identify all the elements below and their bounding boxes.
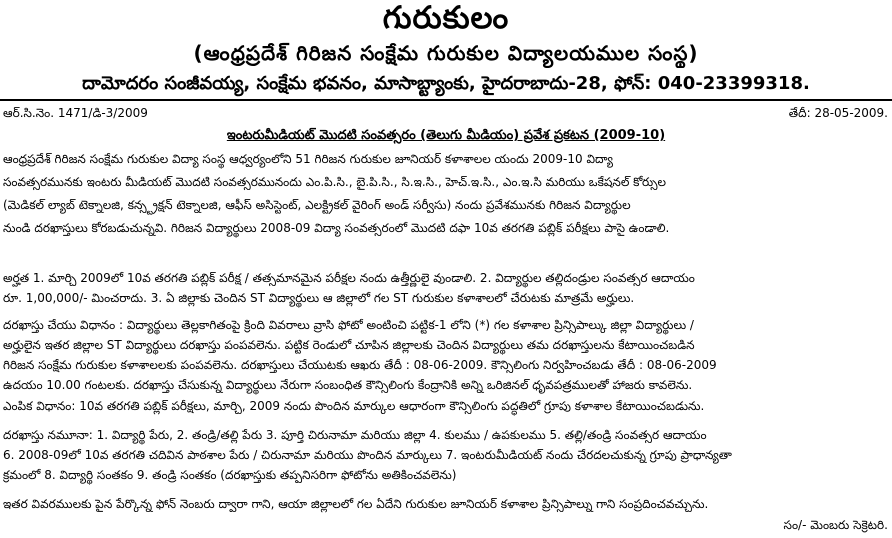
format-line: 6. 2008-09లో 10వ తరగతి చదివిన పాఠశాల పేరు / చిరునామా మరియు పొందిన మార్కులు 7. ఇంటరుమీడియట్ నందు చేరదలచుకున్న గ్రూపు ప్రాధాన్యతా [3, 448, 732, 462]
eligibility-paragraph [3, 268, 889, 308]
notice-date: తేదీ: 28-05-2009. [788, 106, 888, 120]
format-line: దరఖాస్తు నమూనా: 1. విద్యార్థి పేరు, 2. తండ్రి/తల్లి పేరు 3. పూర్తి చిరునామా మరియు జిల్లా 4. కులము / ఉపకులము 5. తల్లి/తండ్రి సంవత్సర ఆదాయం [3, 428, 707, 442]
notice-heading [0, 126, 892, 146]
intro-line: (మెడికల్ ల్యాబ్ టెక్నాలజి, కన్స్ట్రక్షన్ టెక్నాలజి, ఆఫీస్ అసిస్టెంట్, ఎలక్ట్రికల్ వైరింగ్ అండ్ సర్వీసు) నందు ప్రవేశమునకు గిరిజన విద్యార్థుల [3, 198, 631, 212]
header-divider [0, 99, 892, 101]
organization-address: దామోదరం సంజీవయ్య, సంక్షేమ భవనం, మాసాబ్ట్యాంకు, హైదరాబాదు-28, ఫోన్: 040-23399318. [82, 73, 810, 94]
selection-paragraph [3, 395, 889, 418]
reference-number: ఆర్.సి.నెం. 1471/డి-3/2009 [3, 106, 148, 120]
procedure-line: అర్హులైన ఇతర జిల్లాల ST విద్యార్థులు దరఖాస్తు పంపవలెను. పట్టిక రెండులో చూపిన జిల్లాలకు చెందిన విద్యార్థులు తమ దరఖాస్తులను కేటాయించబడిన [3, 338, 695, 352]
reference-row [0, 104, 892, 122]
notice-heading-text: ఇంటరుమీడియట్ మొదటి సంవత్సరం (తెలుగు మీడియం) ప్రవేశ ప్రకటన (2009-10) [226, 128, 666, 143]
page-title: గురుకులం [382, 0, 510, 36]
procedure-paragraph [3, 315, 889, 395]
eligibility-line: రూ. 1,00,000/- మించరాదు. 3. ఏ జిల్లాకు చెందిన ST విద్యార్థులు ఆ జిల్లాలో గల ST గురుకుల కళాశాలలో చేరుటకు మాత్రమే అర్హులు. [3, 291, 635, 305]
intro-paragraph [3, 148, 889, 240]
eligibility-line: అర్హత 1. మార్చి 2009లో 10వ తరగతి పబ్లిక్ పరీక్ష / తత్సమానమైన పరీక్షల నందు ఉత్తీర్ణులై వుండాలి. 2. విద్యార్థుల తల్లిదండ్రుల సంవత్సర ఆదాయం [3, 271, 695, 285]
selection-line: ఎంపిక విధానం: 10వ తరగతి పబ్లిక్ పరీక్షలు, మార్చి, 2009 నందు పొందిన మార్కుల ఆధారంగా కౌన్సిలింగు పద్ధతిలో గ్రూపు కళాశాల కేటాయించబడును. [3, 399, 705, 413]
intro-line: నుండి దరఖాస్తులు కోరబడుచున్నవి. గిరిజన విద్యార్థులు 2008-09 విద్యా సంవత్సరంలో మొదటి దఫా 10వ తరగతి పబ్లిక్ పరీక్షలు పాసై ఉండాలి. [3, 221, 670, 235]
organization-name: (ఆంధ్రప్రదేశ్ గిరిజన సంక్షేమ గురుకుల విద్యాలయముల సంస్థ) [193, 41, 699, 65]
procedure-line: ఉదయం 10.00 గంటలకు. దరఖాస్తు చేసుకున్న విద్యార్థులు నేరుగా సంబంధిత కౌన్సిలింగు కేంద్రానికి అన్ని ఒరిజినల్ ధృవపత్రములతో హాజరు కావలెను. [3, 378, 693, 392]
intro-line: సంవత్సరమునకు ఇంటరు మీడియట్ మొదటి సంవత్సరమునందు ఎం.పి.సి., బై.పి.సి., సి.ఇ.సి., హెచ్.ఇ.సి., ఎం.ఇ.సి మరియు ఒకేషనల్ కోర్సుల [3, 175, 667, 189]
application-format-paragraph [3, 425, 889, 485]
intro-line: ఆంధ్రప్రదేశ్ గిరిజన సంక్షేమ గురుకుల విద్యా సంస్థ ఆధ్వర్యంలోని 51 గిరిజన గురుకుల జూనియర్ కళాశాలల యందు 2009-10 విద్యా [3, 152, 613, 166]
procedure-line: దరఖాస్తు చేయు విధానం : విద్యార్థులు తెల్లకాగితంపై క్రింది వివరాలు వ్రాసి ఫోటో అంటించి పట్టిక-1 లోని (*) గల కళాశాల ప్రిన్సిపాల్కు జిల్లా విద్యార్థులు / [3, 318, 694, 332]
contact-line: ఇతర వివరములకు పైన పేర్కొన్న ఫోన్ నెంబరు ద్వారా గాని, ఆయా జిల్లాలలో గల ఏదేని గురుకుల జూనియర్ కళాశాల ప్రిన్సిపాల్ను గాని సంప్రదించవచ్చును. [3, 497, 709, 511]
procedure-line: గిరిజన సంక్షేమ గురుకుల కళాశాలలకు పంపవలెను. దరఖాస్తులు చేయుటకు ఆఖరు తేదీ : 08-06-2009. కౌన్సిలింగు నిర్వహించబడు తేదీ : 08-06-2009 [3, 358, 717, 372]
format-line: క్రమంలో 8. విద్యార్థి సంతకం 9. తండ్రి సంతకం (దరఖాస్తుకు తప్పనిసరిగా ఫోటోను అతికించవలెను) [3, 468, 457, 482]
signature: సం/- మెంబరు సెక్రెటరి. [783, 518, 888, 532]
contact-paragraph [3, 494, 889, 514]
